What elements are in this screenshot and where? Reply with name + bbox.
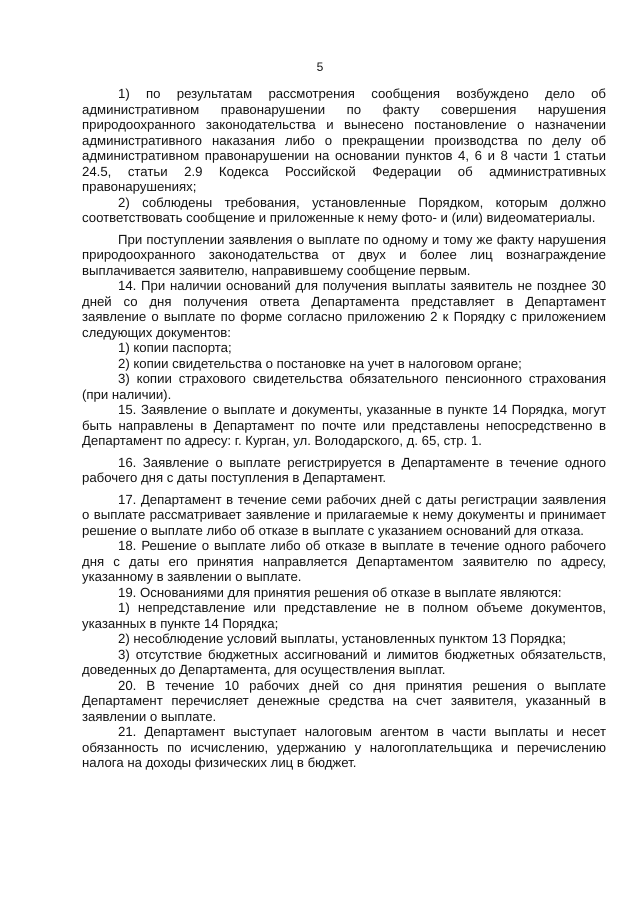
paragraph-15: 15. Заявление о выплате и документы, указанные в пункте 14 Порядка, могут быть направлены в Департамент по почте или представлены непосредственно в Департамент по адресу: г. Курган, ул. Володарского, д. 65, стр. 1. — [82, 402, 606, 448]
paragraph-18: 18. Решение о выплате либо об отказе в выплате в течение одного рабочего дня с даты его принятия направляется Департаментом заявителю по адресу, указанному в заявлении о выплате. — [82, 538, 606, 584]
list-item: 1) непредставление или представление не в полном объеме документов, указанных в пункте 14 Порядка; — [82, 600, 606, 631]
paragraph-19: 19. Основаниями для принятия решения об отказе в выплате являются: — [118, 584, 562, 600]
paragraph-16: 16. Заявление о выплате регистрируется в Департаменте в течение одного рабочего дня с даты поступления в Департамент. — [82, 454, 606, 485]
list-item: 2) копии свидетельства о постановке на учет в налоговом органе; — [118, 355, 522, 371]
paragraph-2: 2) соблюдены требования, установленные Порядком, которым должно соответствовать сообщение и приложенные к нему фото- и (или) видеоматериалы. — [82, 194, 606, 225]
paragraph-17: 17. Департамент в течение семи рабочих дней с даты регистрации заявления о выплате рассматривает заявление и прилагаемые к нему документы и принимает решение о выплате либо об отказе в выплате с указанием оснований для отказа. — [82, 491, 606, 538]
list-item: 3) копии страхового свидетельства обязательного пенсионного страхования (при наличии). — [82, 371, 606, 402]
paragraph-1: 1) по результатам рассмотрения сообщения возбуждено дело об административном правонарушении по факту совершения нарушения природоохранного законодательства и вынесено постановление о назначении административного наказания либо о прекращении производства по делу об административном правонарушении на основании пунктов 4, 6 и 8 части 1 статьи 24.5, статьи 2.9 Кодекса Российской Федерации об административных правонарушениях; — [82, 86, 606, 194]
document-body — [82, 86, 606, 771]
page-number: 5 — [316, 60, 324, 74]
paragraph-14: 14. При наличии оснований для получения выплаты заявитель не позднее 30 дней со дня получения ответа Департамента представляет в Департамент заявление о выплате по форме согласно приложению 2 к Порядку с приложением следующих документов: — [82, 278, 606, 340]
list-item: 2) несоблюдение условий выплаты, установленных пунктом 13 Порядка; — [118, 631, 566, 646]
list-item: 3) отсутствие бюджетных ассигнований и лимитов бюджетных обязательств, доведенных до Департамента, для осуществления выплат. — [82, 646, 606, 677]
paragraph-3: При поступлении заявления о выплате по одному и тому же факту нарушения природоохранного законодательства от двух и более лиц вознаграждение выплачивается заявителю, направившему сообщение первым. — [82, 231, 606, 278]
list-item: 1) копии паспорта; — [118, 340, 232, 355]
paragraph-20: 20. В течение 10 рабочих дней со дня принятия решения о выплате Департамент перечисляет денежные средства на счет заявителя, указанный в заявлении о выплате. — [82, 677, 606, 724]
paragraph-21: 21. Департамент выступает налоговым агентом в части выплаты и несет обязанность по исчислению, удержанию у налогоплательщика и перечислению налога на доходы физических лиц в бюджет. — [82, 724, 606, 770]
